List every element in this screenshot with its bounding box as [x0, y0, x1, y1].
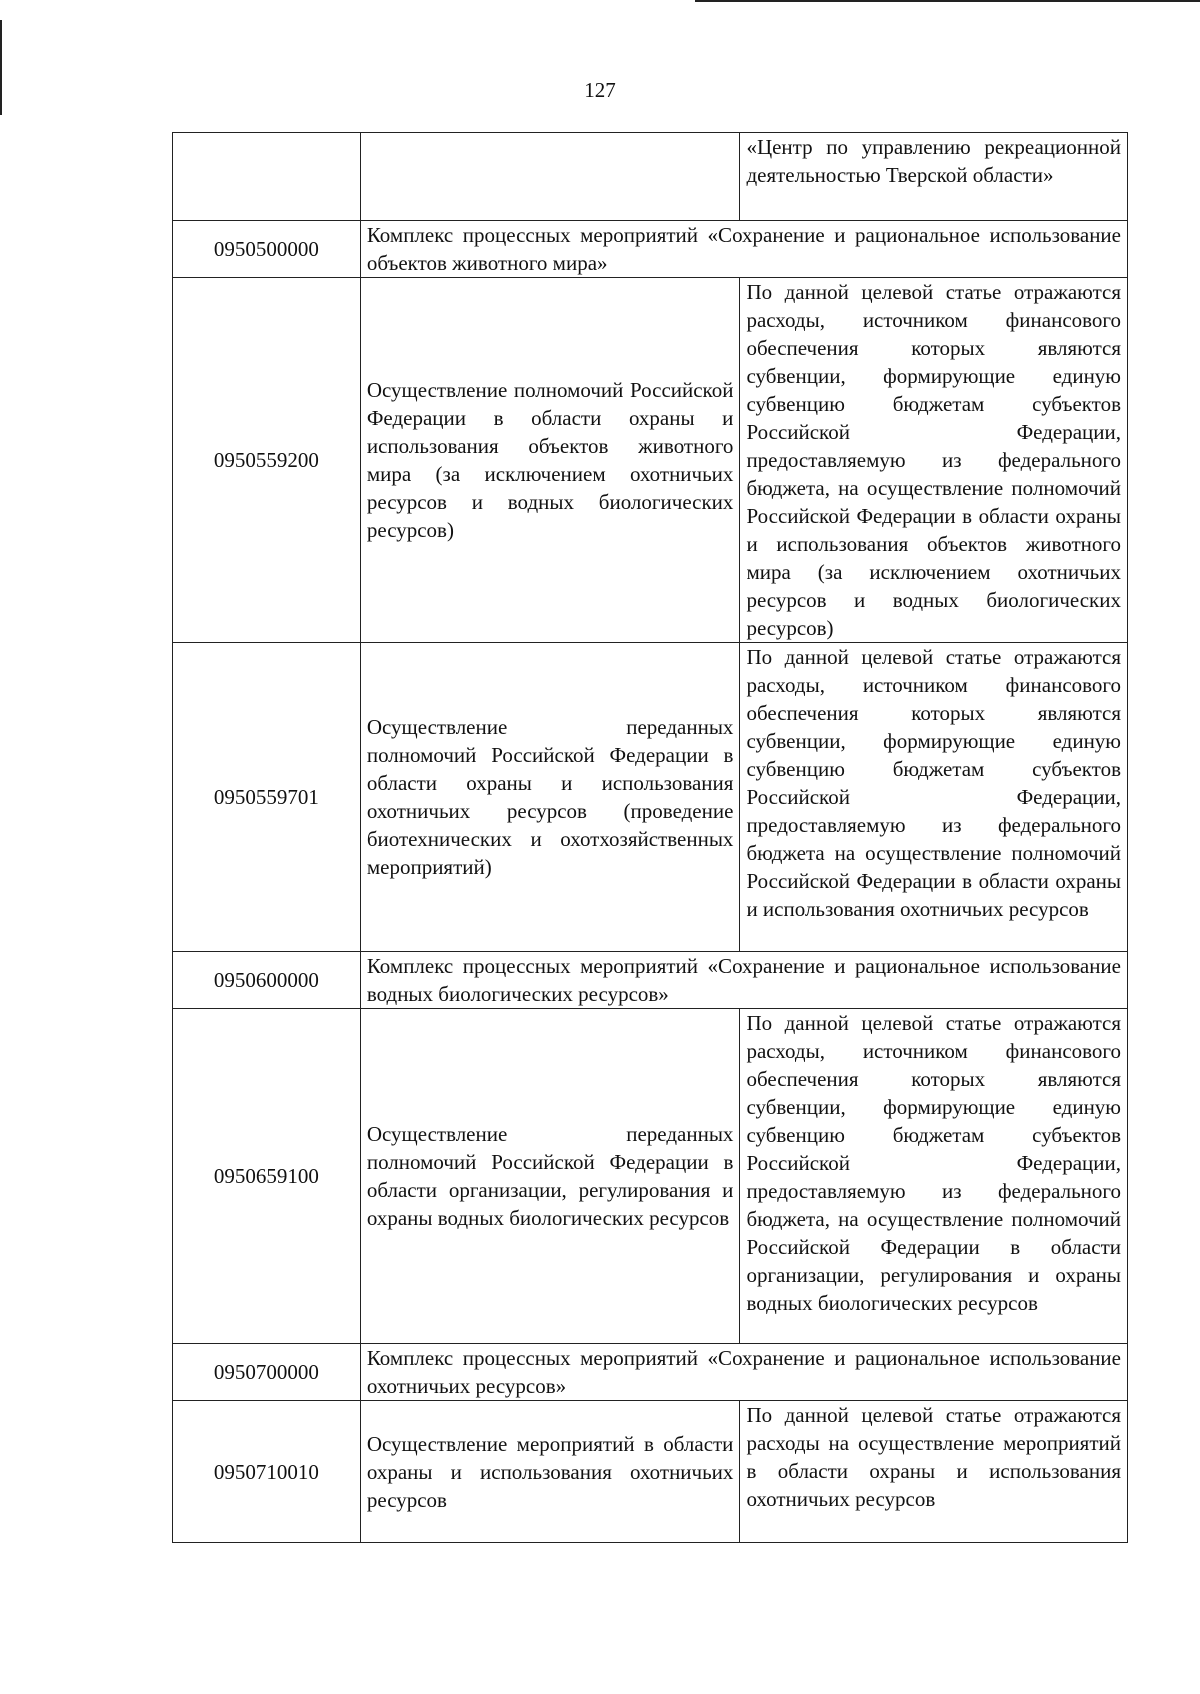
- description-cell: По данной целевой статье отражаются расходы, источником финансового обеспечения которых являются субвенции, формирующие единую субвенцию бюджетам субъектов Российской Федерации, предоставляемую из федерального бюджета, на осуществление полномочий Российской Федерации в области охраны и использования объектов животного мира (за исключением охотничьих ресурсов и водных биологических ресурсов): [740, 278, 1128, 643]
- description-cell: По данной целевой статье отражаются расходы, источником финансового обеспечения которых являются субвенции, формирующие единую субвенцию бюджетам субъектов Российской Федерации, предоставляемую из федерального бюджета на осуществление полномочий Российской Федерации в области охраны и использования охотничьих ресурсов: [740, 643, 1128, 952]
- name-cell: [360, 133, 740, 221]
- budget-classification-table: [172, 132, 1128, 1543]
- code-cell: [173, 133, 361, 221]
- code-cell: 0950559200: [173, 278, 361, 643]
- description-cell: «Центр по управлению рекреационной деятельностью Тверской области»: [740, 133, 1128, 221]
- description-cell: По данной целевой статье отражаются расходы, источником финансового обеспечения которых являются субвенции, формирующие единую субвенцию бюджетам субъектов Российской Федерации, предоставляемую из федерального бюджета, на осуществление полномочий Российской Федерации в области организации, регулирования и охраны водных биологических ресурсов: [740, 1009, 1128, 1344]
- section-title-cell: Комплекс процессных мероприятий «Сохранение и рациональное использование охотничьих ресурсов»: [360, 1344, 1127, 1401]
- section-title-cell: Комплекс процессных мероприятий «Сохранение и рациональное использование водных биологических ресурсов»: [360, 952, 1127, 1009]
- code-cell: 0950700000: [173, 1344, 361, 1401]
- code-cell: 0950500000: [173, 221, 361, 278]
- table-row-section: [173, 221, 1128, 278]
- name-cell: Осуществление мероприятий в области охраны и использования охотничьих ресурсов: [360, 1401, 740, 1543]
- table-row: [173, 1401, 1128, 1543]
- table-row-section: [173, 952, 1128, 1009]
- code-cell: 0950600000: [173, 952, 361, 1009]
- table-row-section: [173, 1344, 1128, 1401]
- table-row: [173, 1009, 1128, 1344]
- page-number: 127: [584, 78, 616, 102]
- name-cell: Осуществление переданных полномочий Российской Федерации в области охраны и использования охотничьих ресурсов (проведение биотехнических и охотхозяйственных мероприятий): [360, 643, 740, 952]
- table-row: [173, 133, 1128, 221]
- description-cell: По данной целевой статье отражаются расходы на осуществление мероприятий в области охраны и использования охотничьих ресурсов: [740, 1401, 1128, 1543]
- section-title-cell: Комплекс процессных мероприятий «Сохранение и рациональное использование объектов животного мира»: [360, 221, 1127, 278]
- name-cell: Осуществление полномочий Российской Федерации в области охраны и использования объектов животного мира (за исключением охотничьих ресурсов и водных биологических ресурсов): [360, 278, 740, 643]
- code-cell: 0950659100: [173, 1009, 361, 1344]
- name-cell: Осуществление переданных полномочий Российской Федерации в области организации, регулирования и охраны водных биологических ресурсов: [360, 1009, 740, 1344]
- code-cell: 0950559701: [173, 643, 361, 952]
- code-cell: 0950710010: [173, 1401, 361, 1543]
- table-row: [173, 643, 1128, 952]
- scan-edge-mark-top: [695, 0, 1200, 2]
- table-row: [173, 278, 1128, 643]
